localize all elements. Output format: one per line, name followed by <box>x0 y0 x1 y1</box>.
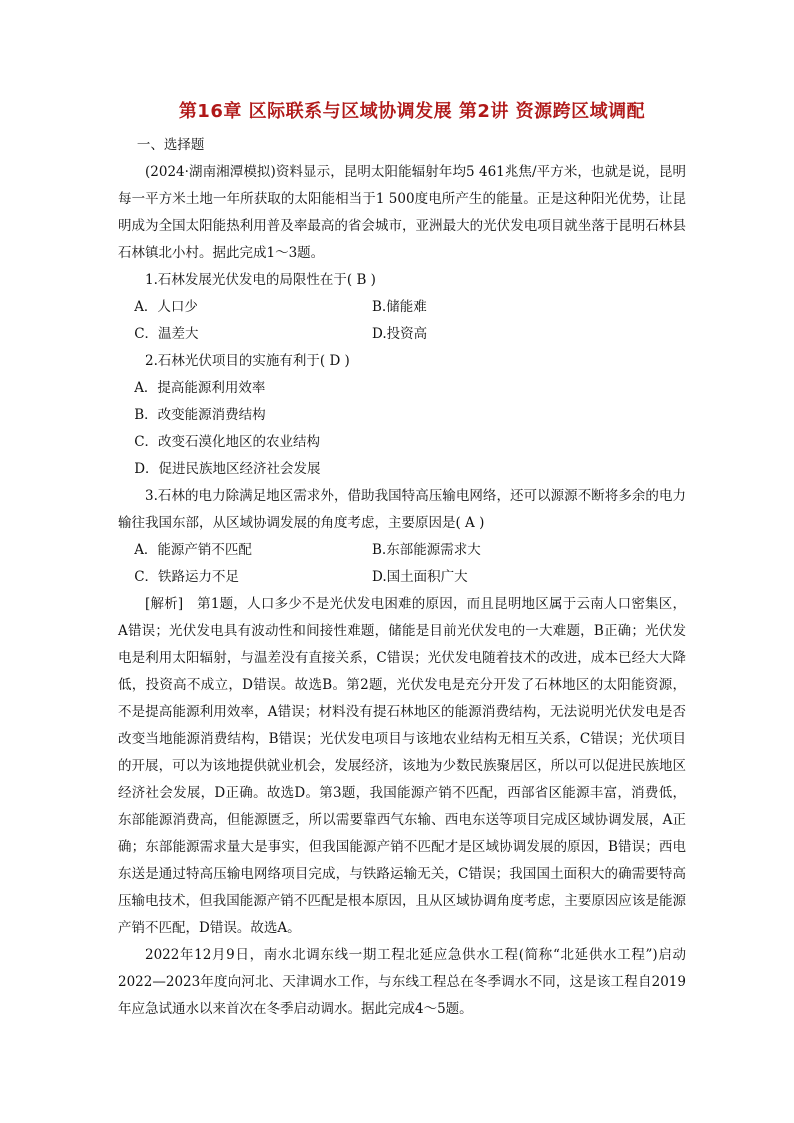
question-1-options-row-2 <box>118 321 686 348</box>
intro-paragraph: (2024·湖南湘潭模拟)资料显示，昆明太阳能辐射年均5 461兆焦/平方米，也就是说，昆明每一平方米土地一年所获取的太阳能相当于1 500度电所产生的能量。正是这种阳光优势，让昆明成为全国太阳能热利用普及率最高的省会城市，亚洲最大的光伏发电项目就坐落于昆明石林县石林镇北小村。据此完成1～3题。 <box>118 164 686 261</box>
question-2-option-b: B．改变能源消费结构 <box>134 407 266 423</box>
question-3-option-d: D.国土面积广大 <box>372 569 468 585</box>
material-paragraph-2: 2022年12月9日，南水北调东线一期工程北延应急供水工程(简称“北延供水工程”)启动2022—2023年度向河北、天津调水工作，与东线工程总在冬季调水不同，这是该工程自2019年应急试通水以来首次在冬季启动调水。据此完成4～5题。 <box>118 947 686 1017</box>
question-3-stem: 3.石林的电力除满足地区需求外，借助我国特高压输电网络，还可以源源不断将多余的电力输往我国东部，从区域协调发展的角度考虑，主要原因是( A ) <box>118 488 686 531</box>
question-1-option-c: C．温差大 <box>134 326 199 342</box>
question-3-option-a: A．能源产销不匹配 <box>134 542 252 558</box>
question-2-option-d: D．促进民族地区经济社会发展 <box>134 461 321 477</box>
page-title: 第16章 区际联系与区域协调发展 第2讲 资源跨区域调配 <box>178 101 646 122</box>
question-1-option-b: B.储能难 <box>372 299 427 315</box>
question-3-option-b: B.东部能源需求大 <box>372 542 481 558</box>
question-2-option-c: C．改变石漠化地区的农业结构 <box>134 434 321 450</box>
section-heading: 一、选择题 <box>136 137 205 153</box>
analysis-paragraph: [解析] 第1题，人口多少不是光伏发电困难的原因，而且昆明地区属于云南人口密集区，A错误；光伏发电具有波动性和间接性难题，储能是目前光伏发电的一大难题，B正确；光伏发电是利用太阳辐射，与温差没有直接关系，C错误；光伏发电随着技术的改进，成本已经大大降低，投资高不成立，D错误。故选B。第2题，光伏发电是充分开发了石林地区的太阳能资源，不是提高能源利用效率，A错误；材料没有提石林地区的能源消费结构，无法说明光伏发电是否改变当地能源消费结构，B错误；光伏发电项目与该地农业结构无相互关系，C错误；光伏项目的开展，可以为该地提供就业机会，发展经济，该地为少数民族聚居区，所以可以促进民族地区经济社会发展，D正确。故选D。第3题，我国能源产销不匹配，西部省区能源丰富，消费低，东部能源消费高，但能源匮乏，所以需要靠西气东输、西电东送等项目完成区域协调发展，A正确；东部能源需求量大是事实，但我国能源产销不匹配才是区域协调发展的原因，B错误；西电东送是通过特高压输电网络项目完成，与铁路运输无关，C错误；我国国土面积大的确需要特高压输电技术，但我国能源产销不匹配是根本原因，且从区域协调角度考虑，主要原因应该是能源产销不匹配，D错误。故选A。 <box>118 596 686 936</box>
document-body <box>118 132 686 1023</box>
question-3-option-c: C．铁路运力不足 <box>134 569 240 585</box>
question-1-stem: 1.石林发展光伏发电的局限性在于( B ) <box>145 272 376 288</box>
question-2-stem: 2.石林光伏项目的实施有利于( D ) <box>145 353 350 369</box>
question-1-options-row-1 <box>118 294 686 321</box>
question-3-options-row-1 <box>118 537 686 564</box>
question-1-option-a: A．人口少 <box>134 299 198 315</box>
question-2-option-a: A．提高能源利用效率 <box>134 380 266 396</box>
question-3-options-row-2 <box>118 564 686 591</box>
question-1-option-d: D.投资高 <box>372 326 428 342</box>
